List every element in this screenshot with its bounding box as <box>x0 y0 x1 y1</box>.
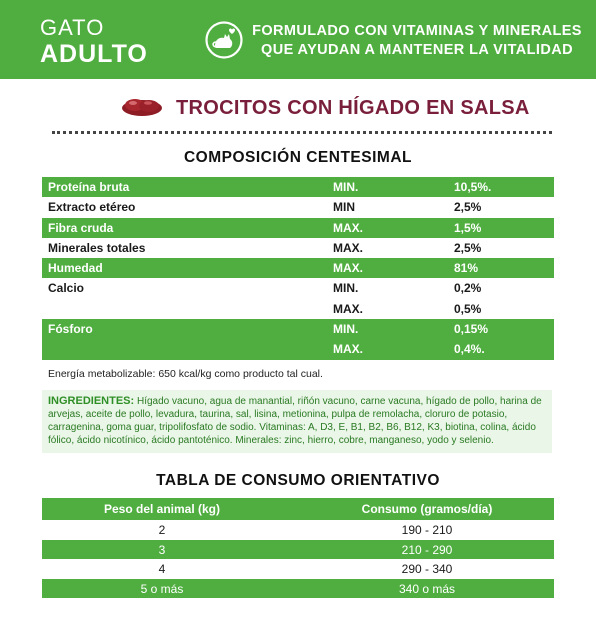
species-label: GATO <box>40 15 105 40</box>
nutrient-value: 0,5% <box>454 301 482 316</box>
animal-weight: 3 <box>158 542 166 557</box>
limit-type: MAX. <box>333 342 363 357</box>
nutrient-name: Fibra cruda <box>48 220 114 235</box>
animal-weight: 2 <box>158 523 166 537</box>
energy-note: Energía metabolizable: 650 kcal/kg como producto tal cual. <box>48 368 323 380</box>
composition-row <box>42 319 554 339</box>
tagline-line-2: QUE AYUDAN A MANTENER LA VITALIDAD <box>261 42 573 58</box>
limit-type: MIN. <box>333 281 359 296</box>
daily-amount: 190 - 210 <box>401 523 453 537</box>
nutrient-value: 10,5%. <box>454 180 492 194</box>
consumption-column-header: Consumo (gramos/día) <box>361 502 493 516</box>
nutrient-value: 2,5% <box>454 200 482 215</box>
nutrient-value: 1,5% <box>454 220 482 235</box>
cat-heart-icon <box>204 20 244 60</box>
nutrient-name: Fósforo <box>48 322 93 337</box>
nutrient-name: Minerales totales <box>48 240 146 255</box>
daily-amount: 290 - 340 <box>401 562 453 576</box>
ingredients-label: INGREDIENTES: <box>48 395 135 407</box>
limit-type: MIN. <box>333 322 359 337</box>
consumption-row <box>42 520 554 540</box>
consumption-header-row <box>42 498 554 520</box>
animal-weight: 5 o más <box>140 581 184 596</box>
consumption-row <box>42 559 554 579</box>
limit-type: MAX. <box>333 301 363 316</box>
limit-type: MIN <box>333 200 355 215</box>
daily-amount: 340 o más <box>398 581 456 596</box>
limit-type: MIN. <box>333 180 359 194</box>
composition-row <box>42 238 554 258</box>
consumption-title: TABLA DE CONSUMO ORIENTATIVO <box>156 472 440 489</box>
nutrient-name: Extracto etéreo <box>48 200 136 215</box>
composition-row <box>42 197 554 217</box>
composition-row <box>42 218 554 238</box>
dotted-divider <box>52 131 552 134</box>
composition-row <box>42 278 554 298</box>
ingredients-text: Hígado vacuno, agua de manantial, riñón vacuno, carne vacuna, hígado de pollo, harina de arvejas, aceite de pollo, levadura, taurina, sal, lisina, metionina, pulpa de remolacha, cloruro de potasio, carragenina, goma guar, tripolifosfato de sodio. Vitaminas: A, D3, E, B1, B2, B6, B12, K3, biotina, colina, ácido fólico, ácido nicotínico, ácido pantoténico. Minerales: zinc, hierro, cobre, manganeso, yodo y selenio. <box>48 396 542 446</box>
composition-row <box>42 177 554 197</box>
liver-chunks-image <box>120 94 164 118</box>
limit-type: MAX. <box>333 261 363 276</box>
nutrient-name: Proteína bruta <box>48 180 130 194</box>
nutrient-value: 2,5% <box>454 240 482 255</box>
limit-type: MAX. <box>333 240 363 255</box>
composition-row <box>42 339 554 359</box>
animal-weight: 4 <box>158 562 166 576</box>
ingredients-box <box>42 390 552 453</box>
product-title: TROCITOS CON HÍGADO EN SALSA <box>176 97 530 119</box>
tagline <box>252 22 582 60</box>
nutrient-value: 0,4%. <box>454 342 485 357</box>
nutrient-value: 81% <box>454 261 479 276</box>
tagline-line-1: FORMULADO CON VITAMINAS Y MINERALES <box>252 23 582 39</box>
composition-title: COMPOSICIÓN CENTESIMAL <box>183 149 412 166</box>
header-banner <box>0 0 596 79</box>
consumption-row <box>42 540 554 560</box>
composition-table <box>42 177 554 360</box>
nutrient-value: 0,15% <box>454 322 489 337</box>
limit-type: MAX. <box>333 220 363 235</box>
composition-row <box>42 299 554 319</box>
nutrient-value: 0,2% <box>454 281 482 296</box>
composition-row <box>42 258 554 278</box>
daily-amount: 210 - 290 <box>401 542 453 557</box>
nutrient-name: Calcio <box>48 281 85 296</box>
age-label: ADULTO <box>40 40 148 68</box>
consumption-row <box>42 579 554 599</box>
weight-column-header: Peso del animal (kg) <box>103 502 221 516</box>
consumption-table <box>42 498 554 598</box>
nutrient-name: Humedad <box>48 261 103 276</box>
life-stage-label <box>40 17 148 67</box>
